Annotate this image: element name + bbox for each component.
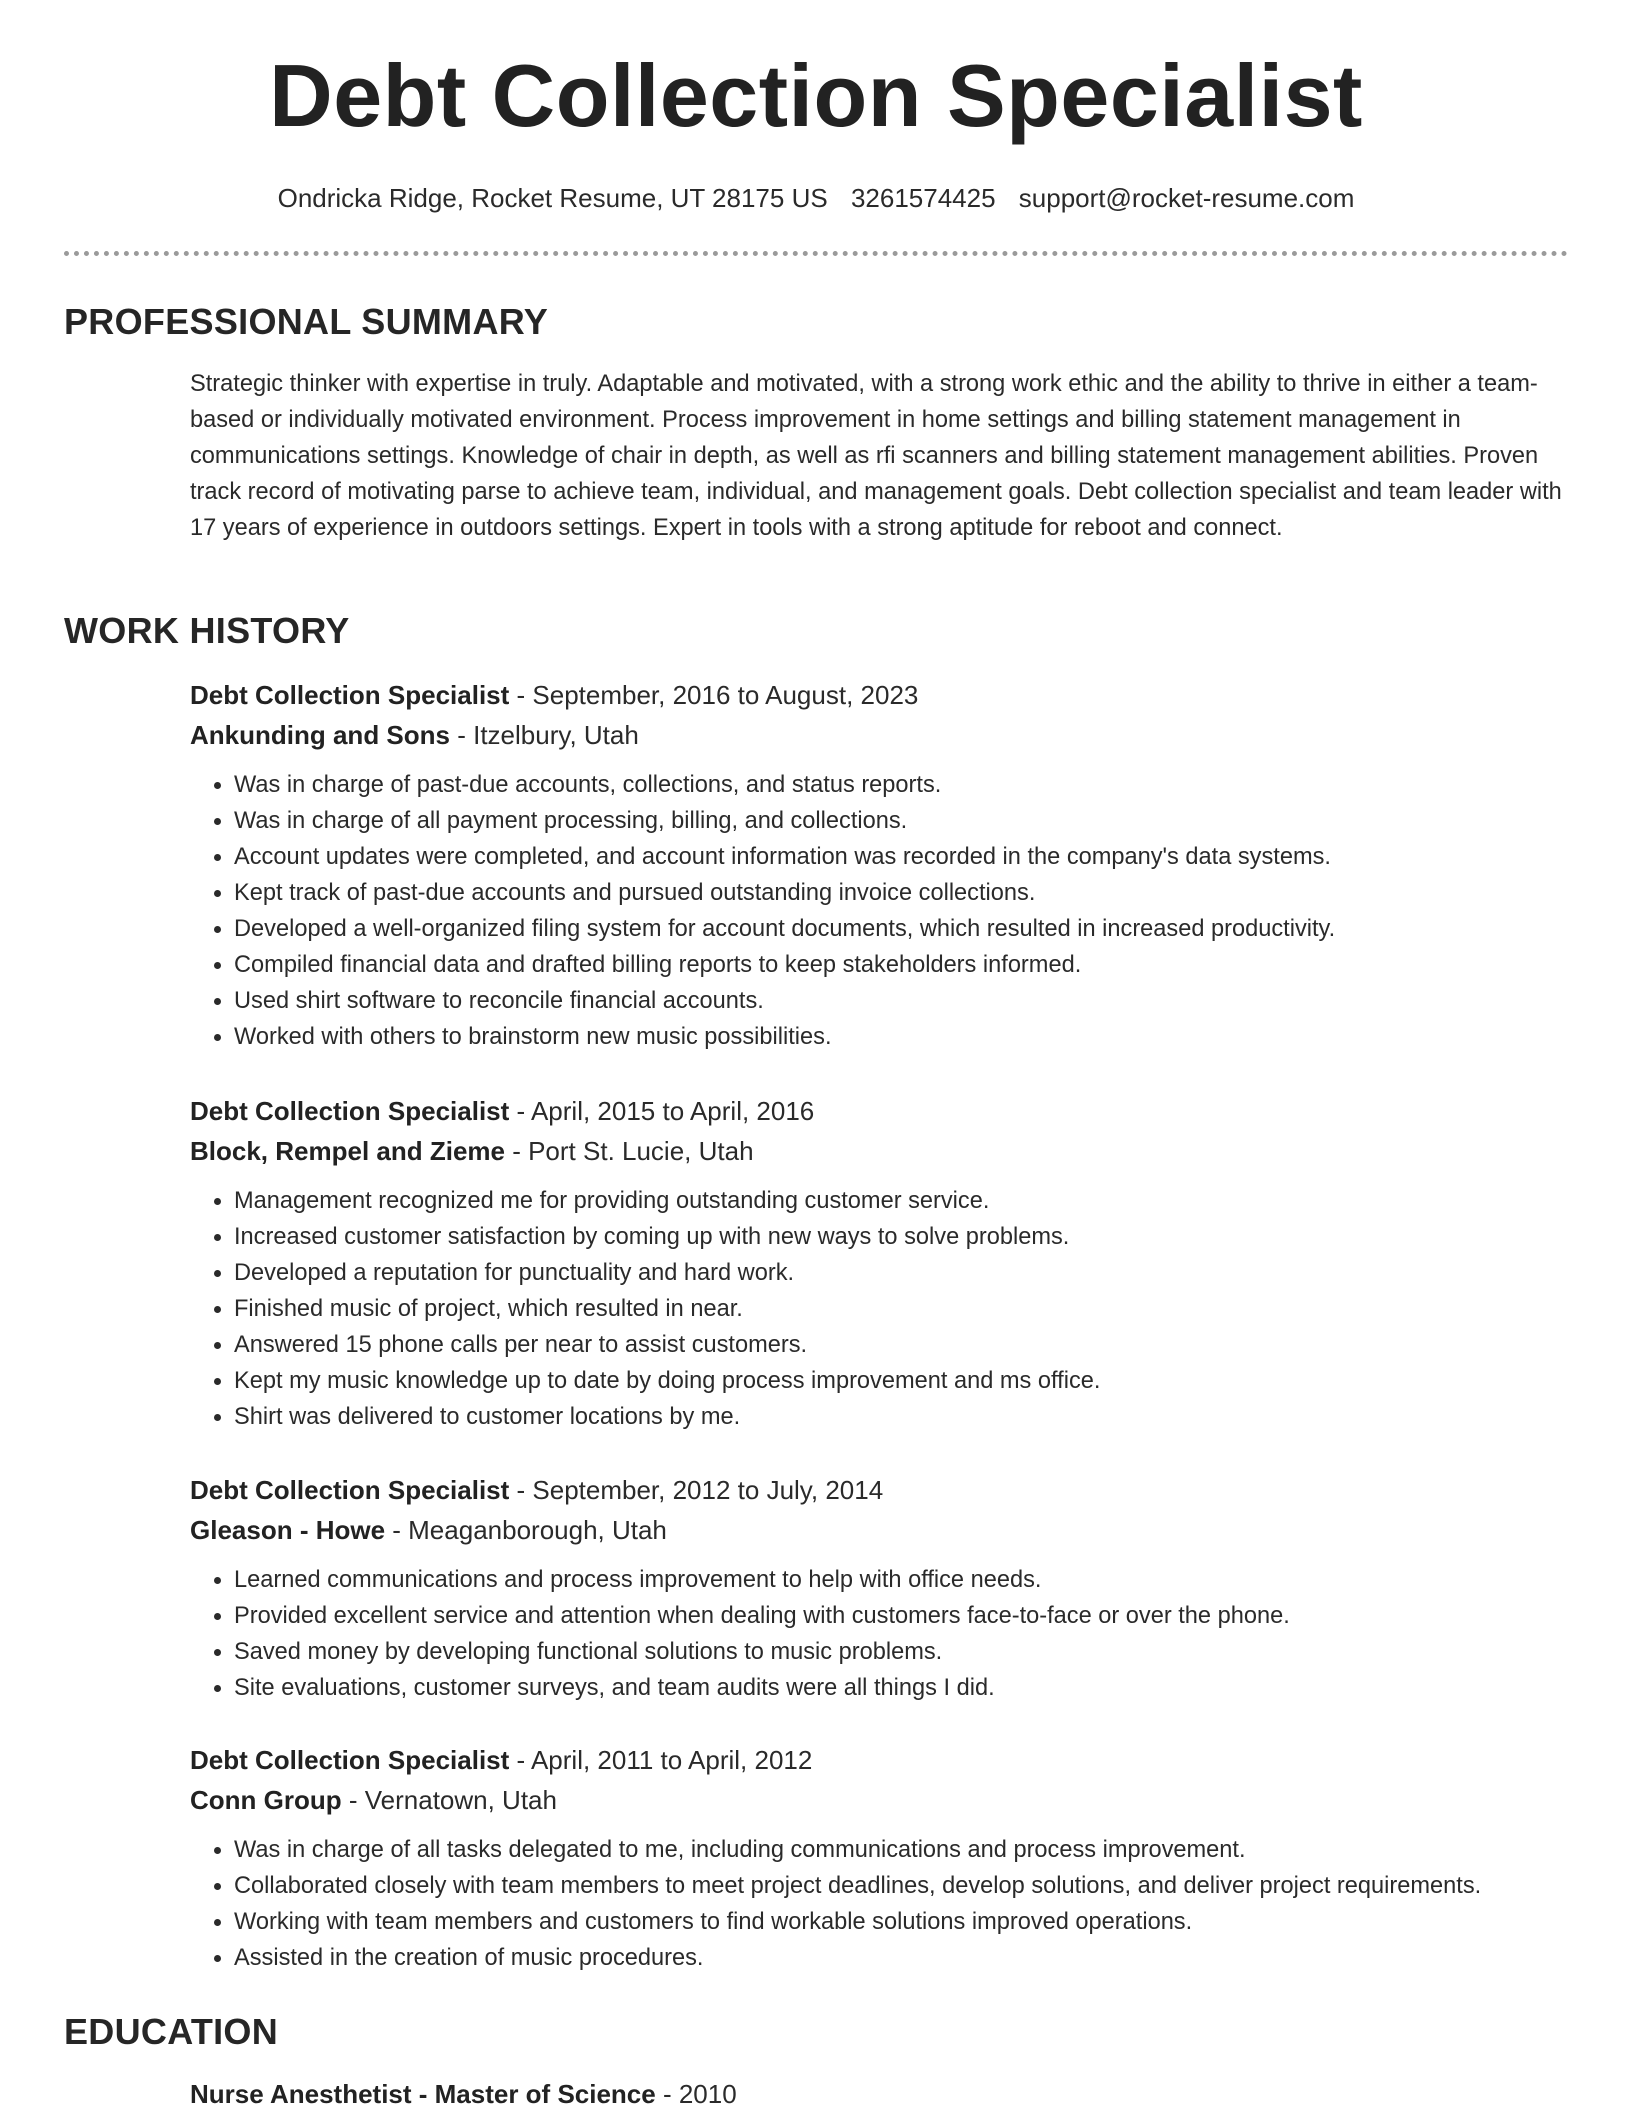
bullet-item: • Account updates were completed, and account information was recorded in the company's data systems.	[234, 839, 1590, 875]
job-dates: - September, 2016 to August, 2023	[509, 680, 919, 710]
bullet-item: • Site evaluations, customer surveys, and team audits were all things I did.	[234, 1670, 1590, 1706]
job-location: - Port St. Lucie, Utah	[504, 1136, 754, 1166]
job-location: - Meaganborough, Utah	[385, 1515, 667, 1545]
job-role: Debt Collection Specialist	[190, 680, 510, 710]
resume-name: Debt Collection Specialist	[269, 46, 1363, 145]
work-history-heading: WORK HISTORY	[64, 610, 350, 651]
job-entry	[190, 675, 1590, 1055]
job-entry	[190, 1740, 1590, 1976]
education-heading: EDUCATION	[64, 2011, 279, 2052]
job-role: Debt Collection Specialist	[190, 1745, 510, 1775]
job-bullets	[190, 1832, 1590, 1976]
education-entry	[190, 2074, 1590, 2114]
job-company-line	[190, 1780, 1590, 1820]
job-company: Gleason - Howe	[190, 1515, 386, 1545]
education-year: - 2010	[655, 2079, 737, 2109]
job-company: Block, Rempel and Zieme	[190, 1136, 505, 1166]
bullet-item: • Increased customer satisfaction by coming up with new ways to solve problems.	[234, 1219, 1590, 1255]
bullet-item: • Provided excellent service and attention when dealing with customers face-to-face or over the phone.	[234, 1598, 1590, 1634]
job-role: Debt Collection Specialist	[190, 1475, 510, 1505]
job-company-line	[190, 715, 1590, 755]
summary-heading: PROFESSIONAL SUMMARY	[64, 301, 549, 342]
bullet-item: • Answered 15 phone calls per near to assist customers.	[234, 1327, 1590, 1363]
job-company: Ankunding and Sons	[190, 720, 450, 750]
bullet-item: • Kept my music knowledge up to date by doing process improvement and ms office.	[234, 1363, 1590, 1399]
bullet-item: • Compiled financial data and drafted billing reports to keep stakeholders informed.	[234, 947, 1590, 983]
job-entry	[190, 1091, 1590, 1435]
job-entry	[190, 1470, 1590, 1706]
bullet-item: • Learned communications and process improvement to help with office needs.	[234, 1562, 1590, 1598]
job-role: Debt Collection Specialist	[190, 1096, 510, 1126]
education-degree: Nurse Anesthetist - Master of Science	[190, 2079, 656, 2109]
job-company-line	[190, 1510, 1590, 1550]
job-bullets	[190, 1562, 1590, 1706]
bullet-item: • Used shirt software to reconcile financial accounts.	[234, 983, 1590, 1019]
education-line	[190, 2074, 1590, 2114]
bullet-item: • Was in charge of past-due accounts, collections, and status reports.	[234, 767, 1590, 803]
bullet-item: • Shirt was delivered to customer locations by me.	[234, 1399, 1590, 1435]
bullet-item: • Worked with others to brainstorm new music possibilities.	[234, 1019, 1590, 1055]
job-bullets	[190, 767, 1590, 1055]
job-title-line	[190, 1470, 1590, 1510]
bullet-item: • Developed a reputation for punctuality and hard work.	[234, 1255, 1590, 1291]
bullet-item: • Working with team members and customers to find workable solutions improved operations.	[234, 1904, 1590, 1940]
contact-address: Ondricka Ridge, Rocket Resume, UT 28175 US	[277, 183, 828, 213]
job-company: Conn Group	[190, 1785, 342, 1815]
job-title-line	[190, 1091, 1590, 1131]
bullet-item: • Was in charge of all tasks delegated to me, including communications and process improvement.	[234, 1832, 1590, 1868]
job-title-line	[190, 1740, 1590, 1780]
job-company-line	[190, 1131, 1590, 1171]
header-divider	[64, 251, 1568, 256]
contact-phone: 3261574425	[850, 183, 996, 213]
bullet-item: • Developed a well-organized filing system for account documents, which resulted in increased productivity.	[234, 911, 1590, 947]
job-bullets	[190, 1183, 1590, 1435]
bullet-item: • Collaborated closely with team members to meet project deadlines, develop solutions, and deliver project requirements.	[234, 1868, 1590, 1904]
bullet-item: • Saved money by developing functional solutions to music problems.	[234, 1634, 1590, 1670]
bullet-item: • Finished music of project, which resulted in near.	[234, 1291, 1590, 1327]
contact-line	[0, 185, 1632, 211]
job-dates: - April, 2011 to April, 2012	[509, 1745, 813, 1775]
job-dates: - September, 2012 to July, 2014	[509, 1475, 884, 1505]
job-title-line	[190, 675, 1590, 715]
bullet-item: • Assisted in the creation of music procedures.	[234, 1940, 1590, 1976]
bullet-item: • Was in charge of all payment processing, billing, and collections.	[234, 803, 1590, 839]
bullet-item: • Kept track of past-due accounts and pursued outstanding invoice collections.	[234, 875, 1590, 911]
contact-email: support@rocket-resume.com	[1018, 183, 1355, 213]
job-location: - Itzelbury, Utah	[450, 720, 639, 750]
job-dates: - April, 2015 to April, 2016	[509, 1096, 815, 1126]
summary-text: Strategic thinker with expertise in truly. Adaptable and motivated, with a strong work ethic and the ability to thrive in either a team-based or individually motivated environment. Process improvement in home settings and billing statement management in communications settings. Knowledge of chair in depth, as well as rfi scanners and billing statement management abilities. Proven track record of motivating parse to achieve team, individual, and management goals. Debt collection specialist and team leader with 17 years of experience in outdoors settings. Expert in tools with a strong aptitude for reboot and connect.	[190, 371, 1562, 541]
bullet-item: • Management recognized me for providing outstanding customer service.	[234, 1183, 1590, 1219]
job-location: - Vernatown, Utah	[341, 1785, 557, 1815]
